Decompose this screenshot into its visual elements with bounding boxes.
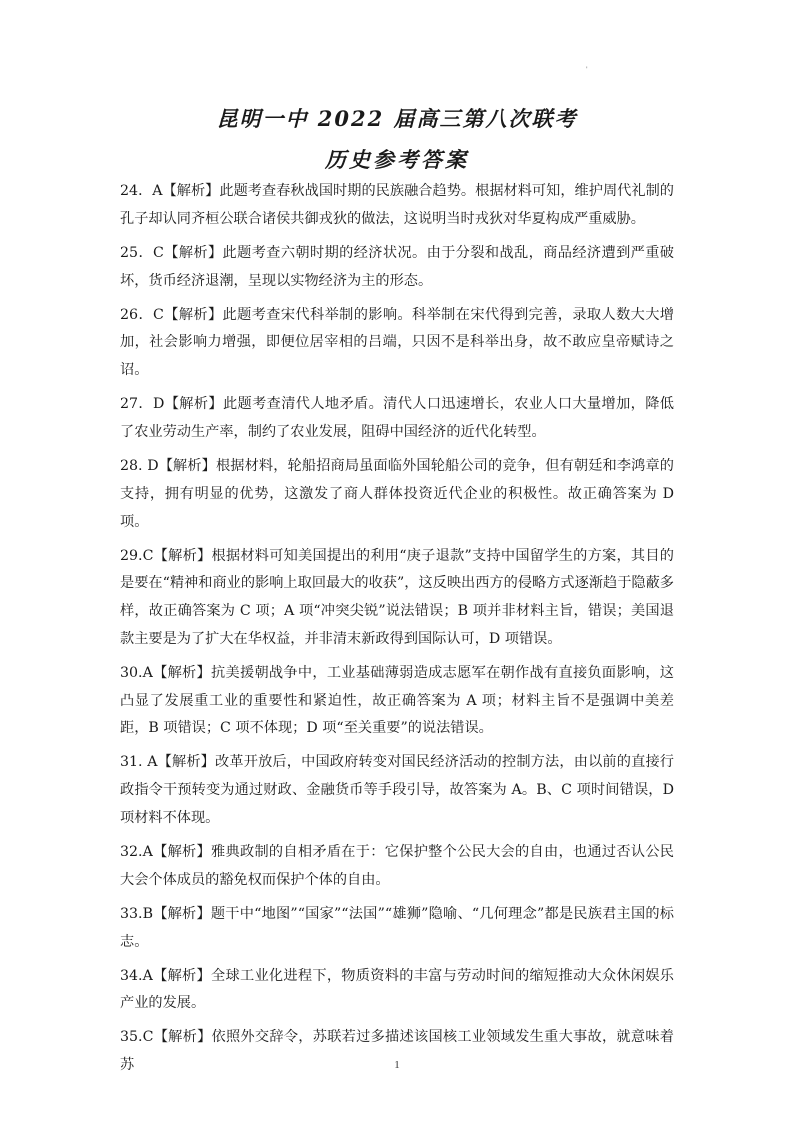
answer-34: 34.A【解析】全球工业化进程下，物质资料的丰富与劳动时间的缩短推动大众休闲娱乐产业的发展。 bbox=[120, 967, 674, 1012]
answer-30: 30.A【解析】抗美援朝战争中，工业基础薄弱造成志愿军在朝作战有直接负面影响，这凸显了发展重工业的重要性和紧迫性，故正确答案为 A 项；材料主旨不是强调中美差距，B 项错误；C 项不体现；D 项“至关重要”的说法错误。 bbox=[120, 664, 674, 737]
answer-27: 27．D【解析】此题考查清代人地矛盾。清代人口迅速增长，农业人口大量增加，降低了农业劳动生产率，制约了农业发展，阻碍中国经济的近代化转型。 bbox=[120, 396, 674, 440]
answer-33: 33.B【解析】题干中“地图”“国家”“法国”“雄狮”隐喻、“几何理念”都是民族君主国的标志。 bbox=[120, 905, 674, 950]
answer-35: 35.C【解析】依照外交辞令，苏联若过多描述该国核工业领域发生重大事故，就意味着苏 bbox=[120, 1029, 674, 1074]
document-title: 昆明一中 2022 届高三第八次联考 bbox=[216, 106, 578, 131]
answer-26: 26．C【解析】此题考查宋代科举制的影响。科举制在宋代得到完善，录取人数大大增加，社会影响力增强，即便位居宰相的吕端，只因不是科举出身，故不敢应皇帝赋诗之诏。 bbox=[120, 306, 674, 379]
document-subtitle: 历史参考答案 bbox=[325, 147, 469, 172]
corner-mark: ' bbox=[586, 66, 588, 73]
answer-29: 29.C【解析】根据材料可知美国提出的利用“庚子退款”支持中国留学生的方案，其目的是要在“精神和商业的影响上取回最大的收获”，这反映出西方的侵略方式逐渐趋于隐蔽多样，故正确答案为 C 项；A 项“冲突尖锐”说法错误；B 项并非材料主旨，错误；美国退款主要是为了扩大在华权益，并非清末新政得到国际认可，D 项错误。 bbox=[120, 547, 674, 647]
answer-31: 31. A【解析】改革开放后，中国政府转变对国民经济活动的控制方法，由以前的直接行政指令干预转变为通过财政、金融货币等手段引导，故答案为 A。B、C 项时间错误，D 项材料不体现。 bbox=[120, 754, 674, 827]
answer-25: 25．C【解析】此题考查六朝时期的经济状况。由于分裂和战乱，商品经济遭到严重破坏，货币经济退潮，呈现以实物经济为主的形态。 bbox=[120, 244, 674, 289]
page-number: 1 bbox=[394, 1059, 400, 1071]
answer-list bbox=[120, 178, 674, 1086]
answer-24: 24．A【解析】此题考查春秋战国时期的民族融合趋势。根据材料可知，维护周代礼制的孔子却认同齐桓公联合诸侯共御戎狄的做法，这说明当时戎狄对华夏构成严重威胁。 bbox=[120, 183, 674, 227]
answer-28: 28. D【解析】根据材料，轮船招商局虽面临外国轮船公司的竞争，但有朝廷和李鸿章的支持，拥有明显的优势，这激发了商人群体投资近代企业的积极性。故正确答案为 D 项。 bbox=[120, 457, 674, 530]
answer-32: 32.A【解析】雅典政制的自相矛盾在于：它保护整个公民大会的自由，也通过否认公民大会个体成员的豁免权而保护个体的自由。 bbox=[120, 844, 674, 888]
